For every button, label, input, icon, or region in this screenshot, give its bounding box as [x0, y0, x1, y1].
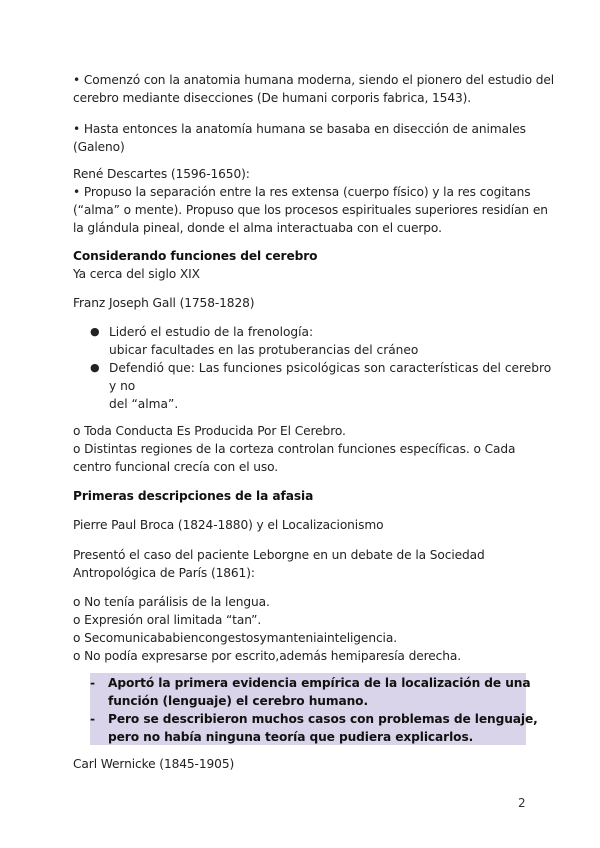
descartes-line-2: (“alma” o mente). Propuso que los procesos espirituales superiores residían en	[73, 203, 548, 217]
hl-line-1a: Aportó la primera evidencia empírica de la localización de una	[108, 676, 531, 690]
hl-line-2b: pero no había ninguna teoría que pudiera explicarlos.	[108, 730, 474, 744]
descartes-line-3: la glándula pineal, donde el alma interactuaba con el cuerpo.	[73, 221, 442, 235]
gall-bullet-1-line-a: Lideró el estudio de la frenología:	[109, 325, 314, 339]
broca-title: Pierre Paul Broca (1824-1880) y el Localizacionismo	[73, 518, 384, 532]
page-number: 2	[518, 796, 526, 810]
gall-o-line-2: o Distintas regiones de la corteza controlan funciones específicas. o Cada	[73, 442, 516, 456]
hl-dash-2: -	[90, 712, 95, 726]
broca-line-2: Antropológica de París (1861):	[73, 566, 255, 580]
bullet-dot-icon: ●	[90, 361, 100, 374]
broca-o-line-1: o No tenía parálisis de la lengua.	[73, 595, 270, 609]
descartes-title: René Descartes (1596-1650):	[73, 167, 250, 181]
vesalio-line-2b: (Galeno)	[73, 140, 125, 154]
descartes-line-1: • Propuso la separación entre la res extensa (cuerpo físico) y la res cogitans	[73, 185, 531, 199]
gall-bullet-2-line-b: y no	[109, 379, 136, 393]
vesalio-line-1b: cerebro mediante disecciones (De humani corporis fabrica, 1543).	[73, 91, 472, 105]
gall-bullet-2-line-c: del “alma”.	[109, 397, 179, 411]
gall-title: Franz Joseph Gall (1758-1828)	[73, 296, 255, 310]
gall-bullet-1-line-b: ubicar facultades en las protuberancias del cráneo	[109, 343, 419, 357]
vesalio-line-2a: • Hasta entonces la anatomía humana se basaba en disección de animales	[73, 122, 526, 136]
broca-o-line-3: o Secomunicababiencongestosymanteniainteligencia.	[73, 631, 397, 645]
hl-dash-1: -	[90, 676, 95, 690]
hl-line-2a: Pero se describieron muchos casos con problemas de lenguaje,	[108, 712, 538, 726]
vesalio-line-1a: • Comenzó con la anatomia humana moderna, siendo el pionero del estudio del	[73, 73, 555, 87]
heading-funciones: Considerando funciones del cerebro	[73, 249, 318, 263]
broca-o-line-2: o Expresión oral limitada “tan”.	[73, 613, 262, 627]
broca-line-1: Presentó el caso del paciente Leborgne en un debate de la Sociedad	[73, 548, 485, 562]
gall-bullet-2-line-a: Defendió que: Las funciones psicológicas son características del cerebro	[109, 361, 552, 375]
heading-afasia: Primeras descripciones de la afasia	[73, 489, 314, 503]
gall-o-line-3: centro funcional crecía con el uso.	[73, 460, 279, 474]
bullet-dot-icon: ●	[90, 325, 100, 338]
wernicke-title: Carl Wernicke (1845-1905)	[73, 757, 235, 771]
hl-line-1b: función (lenguaje) el cerebro humano.	[108, 694, 368, 708]
gall-o-line-1: o Toda Conducta Es Producida Por El Cerebro.	[73, 424, 346, 438]
highlight-box	[90, 673, 538, 745]
broca-o-line-4: o No podía expresarse por escrito,además hemiparesía derecha.	[73, 649, 462, 663]
siglo-line: Ya cerca del siglo XIX	[73, 267, 200, 281]
